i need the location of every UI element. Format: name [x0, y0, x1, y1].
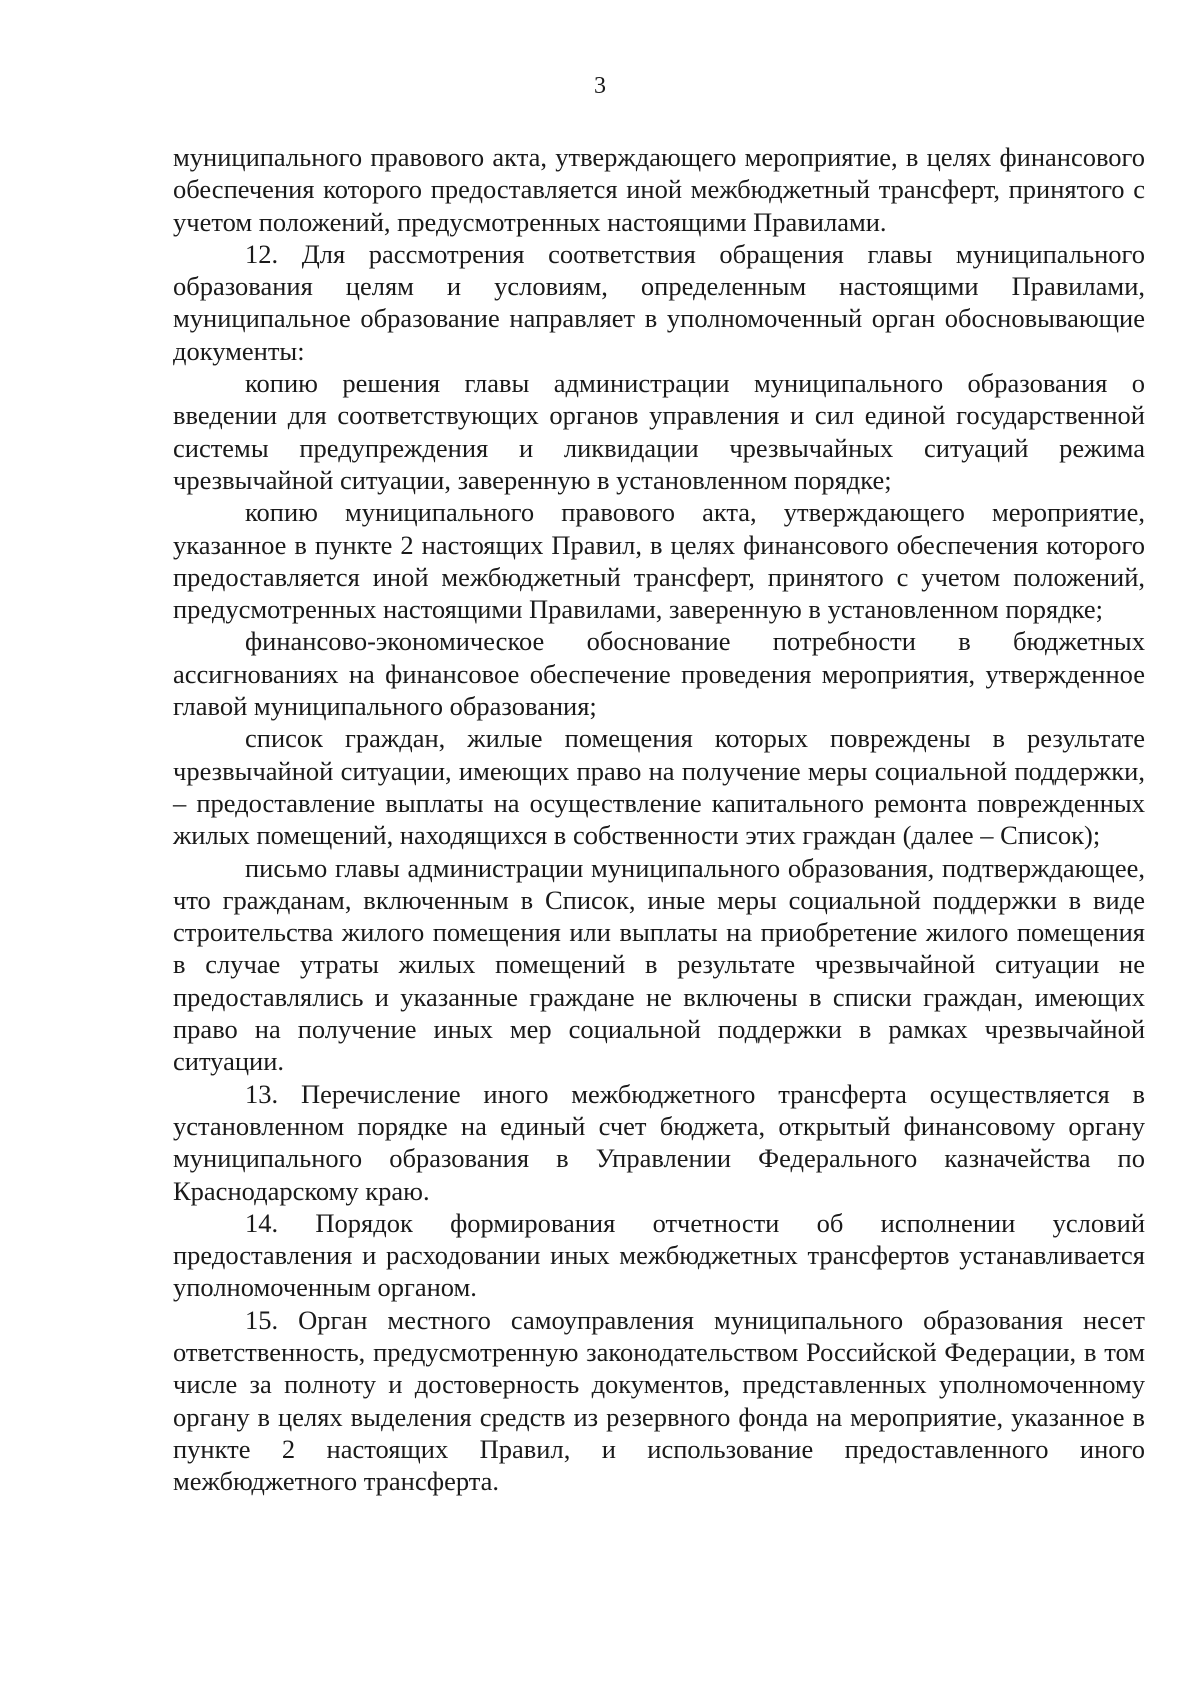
paragraph-citizens-list: список граждан, жилые помещения которых повреждены в результате чрезвычайной ситуации, имеющих право на получение меры социальной поддержки, – предоставление выплаты на осуществление капитального ремонта поврежденных жилых помещений, находящихся в собственности этих граждан (далее – Список); [173, 723, 1145, 851]
paragraph-financial-justification: финансово-экономическое обоснование потребности в бюджетных ассигнованиях на финансовое обеспечение проведения мероприятия, утвержденное главой муниципального образования; [173, 626, 1145, 722]
paragraph-item-14: 14. Порядок формирования отчетности об исполнении условий предоставления и расходовании иных межбюджетных трансфертов устанавливается уполномоченным органом. [173, 1207, 1145, 1303]
paragraph-item-13: 13. Перечисление иного межбюджетного трансферта осуществляется в установленном порядке на единый счет бюджета, открытый финансовому органу муниципального образования в Управлении Федерального казначейства по Краснодарскому краю. [173, 1078, 1145, 1206]
paragraph-item-12: 12. Для рассмотрения соответствия обращения главы муниципального образования целям и условиям, определенным настоящими Правилами, муниципальное образование направляет в уполномоченный орган обосновывающие документы: [173, 238, 1145, 366]
paragraph-item-15: 15. Орган местного самоуправления муниципального образования несет ответственность, предусмотренную законодательством Российской Федерации, в том числе за полноту и достоверность документов, представленных уполномоченному органу в целях выделения средств из резервного фонда на мероприятие, указанное в пункте 2 настоящих Правил, и использование предоставленного иного межбюджетного трансферта. [173, 1304, 1145, 1497]
paragraph-decision-copy: копию решения главы администрации муниципального образования о введении для соответствующих органов управления и сил единой государственной системы предупреждения и ликвидации чрезвычайных ситуаций режима чрезвычайной ситуации, заверенную в установленном порядке; [173, 368, 1145, 495]
paragraph-administration-letter: письмо главы администрации муниципального образования, подтверждающее, что гражданам, включенным в Список, иные меры социальной поддержки в виде строительства жилого помещения или выплаты на приобретение жилого помещения в случае утраты жилых помещений в результате чрезвычайной ситуации не предоставлялись и указанные граждане не включены в списки граждан, имеющих право на получение иных мер социальной поддержки в рамках чрезвычайной ситуации. [173, 852, 1145, 1077]
paragraph-continuation: муниципального правового акта, утверждающего мероприятие, в целях финансового обеспечения которого предоставляется иной межбюджетный трансферт, принятого с учетом положений, предусмотренных настоящими Правилами. [173, 142, 1145, 237]
document-body [173, 141, 1145, 1497]
paragraph-legal-act-copy: копию муниципального правового акта, утверждающего мероприятие, указанное в пункте 2 настоящих Правил, в целях финансового обеспечения которого предоставляется иной межбюджетный трансферт, принятого с учетом положений, предусмотренных настоящими Правилами, заверенную в установленном порядке; [173, 497, 1145, 625]
page-number: 3 [594, 73, 606, 99]
